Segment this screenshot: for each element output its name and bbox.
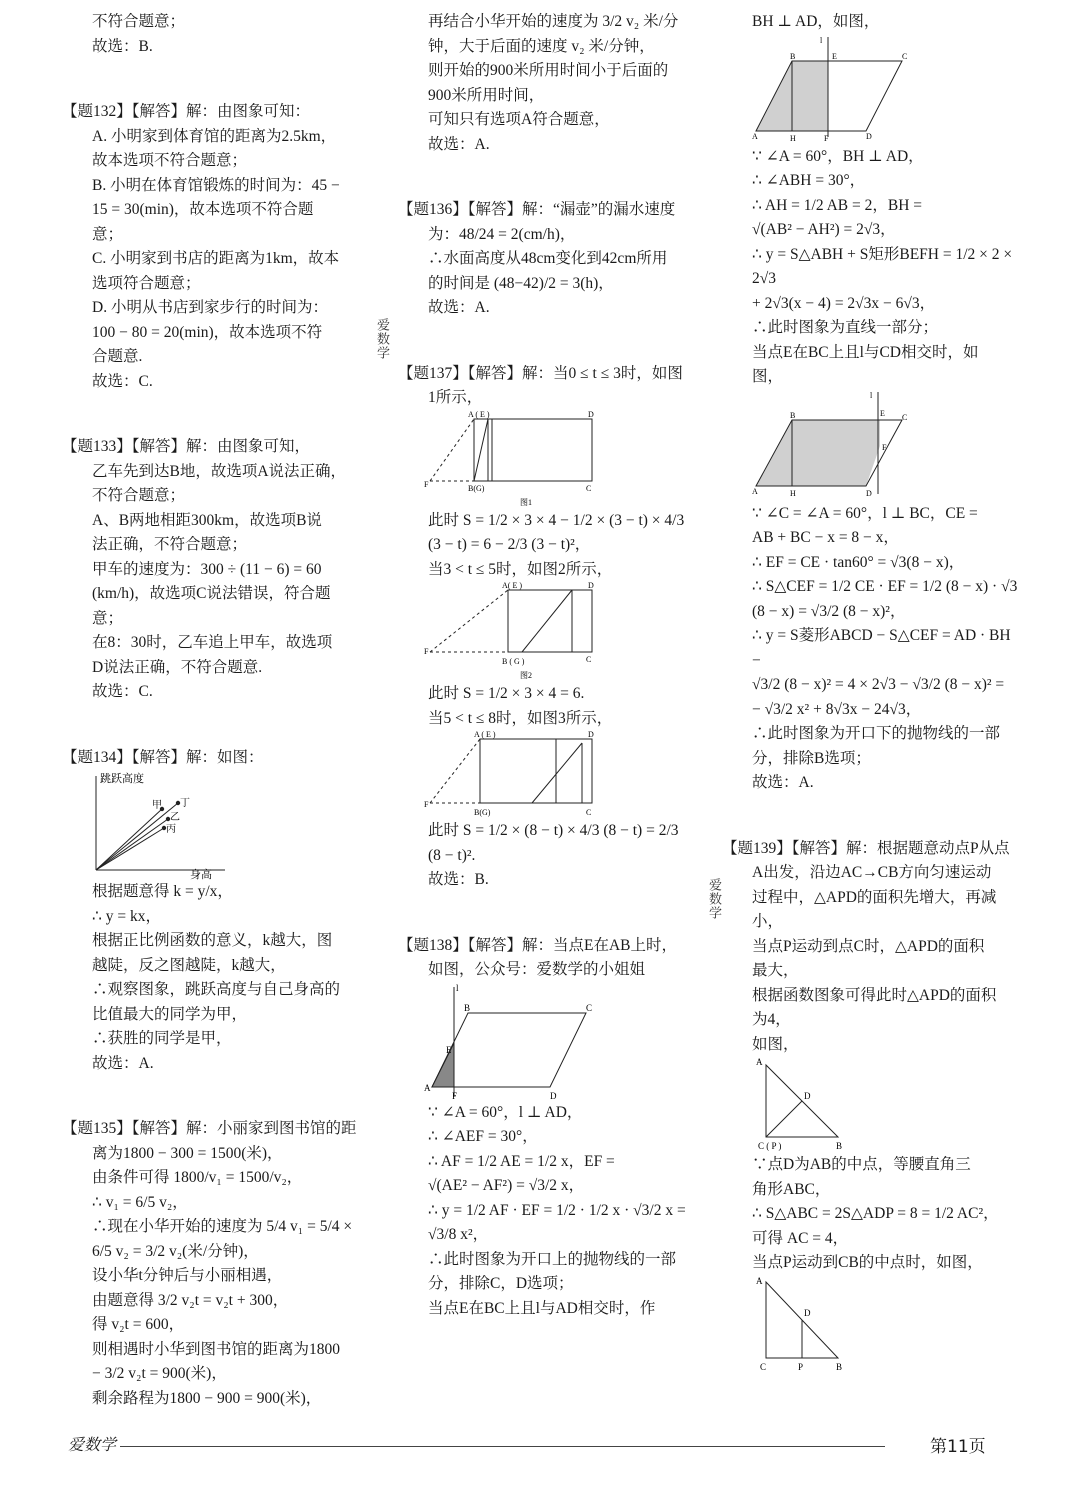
text-line: 越陡，反之图越陡，k越大，	[92, 956, 286, 974]
svg-text:B ( G ): B ( G )	[502, 657, 525, 666]
text-line: √3/8 x²，	[428, 1226, 489, 1243]
text-line: ∴ ∠ABH = 30°，	[752, 172, 866, 189]
text-line: 角形ABC，	[752, 1180, 831, 1198]
svg-text:D: D	[804, 1091, 811, 1101]
text-line: ∴此时图象为开口上的抛物线的一部	[428, 1250, 677, 1268]
text-line: 当点P运动到CB的中点时，如图，	[752, 1254, 983, 1271]
text-line: A、B两地相距300km，故选项B说	[92, 511, 322, 529]
text-line: 当点E在BC上且l与AD相交时，作	[428, 1299, 656, 1317]
text-line: 故选：B.	[428, 871, 489, 888]
text-line	[62, 410, 362, 420]
text-line: ∴ S△CEF = 1/2 CE · EF = 1/2 (8 − x) · √3	[752, 578, 1018, 595]
text-line: ∴ AF = 1/2 AE = 1/2 x，EF =	[428, 1152, 615, 1170]
text-line: ∴ ∠AEF = 30°，	[428, 1128, 538, 1145]
svg-text:B: B	[836, 1361, 843, 1372]
text-line: ∴此时图象为开口下的抛物线的一部	[752, 725, 1001, 742]
text-line: √(AB² − AH²) = 2√3，	[752, 221, 896, 238]
text-line: 分，排除C，D选项；	[428, 1275, 574, 1292]
text-line: 故选：C.	[92, 683, 153, 700]
text-line: ∵ ∠A = 60°，BH ⊥ AD，	[752, 147, 924, 165]
fig2-caption: 图2	[520, 671, 532, 680]
svg-text:l: l	[820, 35, 823, 45]
text-line: 根据函数图象可得此时△APD的面积	[752, 986, 997, 1004]
svg-text:B: B	[790, 410, 796, 420]
text-line: A出发，沿边AC→CB方向匀速运动	[752, 864, 992, 881]
text-line: A. 小明家到体育馆的距离为2.5km，	[92, 127, 337, 145]
column-1	[62, 10, 362, 1411]
col2-text-a	[398, 10, 698, 411]
text-line: ∴现在小华开始的速度为 5/4 v₁ = 5/4 ×	[92, 1218, 353, 1235]
text-line: 最大，	[752, 962, 799, 979]
svg-text:F: F	[882, 442, 887, 452]
svg-text:D: D	[804, 1307, 811, 1318]
svg-text:B(G): B(G)	[468, 483, 485, 493]
svg-text:A( E ): A( E )	[502, 582, 522, 590]
svg-text:A ( E ): A ( E )	[468, 410, 490, 419]
text-line: ∵ ∠C = ∠A = 60°，l ⊥ BC，CE =	[752, 504, 978, 522]
text-line: 【题133】【解答】解：由图象可知，	[62, 438, 311, 455]
svg-text:F: F	[424, 800, 429, 809]
svg-text:D: D	[588, 410, 594, 419]
svg-text:H: H	[790, 133, 796, 143]
svg-text:D: D	[866, 488, 872, 498]
text-line: D. 小明从书店到家步行的时间为：	[92, 299, 328, 316]
text-line: 1所示，	[428, 389, 483, 406]
text-line: 当3 < t ≤ 5时，如图2所示，	[428, 560, 613, 578]
text-line: 根据正比例函数的意义，k越大，图	[92, 932, 333, 949]
text-line: 则开始的900米所用时间小于后面的	[428, 62, 669, 79]
svg-text:B(G): B(G)	[474, 808, 491, 817]
text-line: (km/h)，故选项C说法错误，符合题	[92, 585, 331, 602]
text-line: 故选：C.	[92, 372, 153, 390]
text-line: 在8：30时，乙车追上甲车，故选项	[92, 634, 333, 651]
text-line: ∵ ∠A = 60°，l ⊥ AD，	[428, 1103, 583, 1121]
svg-text:D: D	[866, 131, 872, 141]
svg-text:B: B	[464, 1002, 471, 1013]
text-line: 剩余路程为1800 − 900 = 900(米)，	[92, 1389, 322, 1407]
col3-text-a	[722, 10, 1022, 35]
text-line: ∴ v₁ = 6/5 v₂，	[92, 1193, 188, 1211]
text-line	[62, 75, 362, 85]
text-line: 此时 S = 1/2 × (8 − t) × 4/3 (8 − t) = 2/3	[428, 822, 679, 839]
text-line: 离为1800 − 300 = 1500(米)，	[92, 1144, 283, 1162]
text-line: 为4，	[752, 1011, 791, 1028]
svg-text:F: F	[424, 479, 429, 489]
col1-text-b	[62, 880, 362, 1411]
figure-139-2	[750, 1276, 870, 1372]
fig134-xlabel: 身高	[190, 869, 212, 880]
svg-text:E: E	[880, 408, 885, 418]
text-line: AB + BC − x = 8 − x，	[752, 529, 899, 546]
text-line: 由条件可得 1800/v₁ = 1500/v₂，	[92, 1169, 303, 1186]
col3-text-b	[722, 145, 1022, 390]
svg-text:E: E	[832, 51, 837, 61]
svg-text:C: C	[760, 1361, 767, 1372]
text-line: 故选：A.	[428, 299, 490, 316]
svg-text:F: F	[452, 1090, 458, 1101]
text-line	[398, 336, 698, 346]
col2-text-d	[398, 819, 698, 983]
text-line: 故本选项不符合题意；	[92, 152, 248, 169]
col2-text-b	[398, 509, 698, 583]
text-line: 故选：B.	[92, 37, 153, 55]
figure-138-3	[752, 390, 912, 502]
col2-text-c	[398, 682, 698, 731]
text-line: ∴ y = S菱形ABCD − S△CEF = AD · BH −	[752, 627, 1011, 669]
text-line: (8 − t)².	[428, 846, 476, 864]
svg-text:D: D	[550, 1090, 557, 1101]
text-line: 故选：A.	[92, 1054, 154, 1072]
svg-text:H: H	[790, 488, 796, 498]
text-line: 15 = 30(min)，故本选项不符合题	[92, 201, 314, 218]
svg-text:C: C	[902, 412, 908, 422]
text-line: 钟，大于后面的速度 v₂ 米/分钟，	[428, 37, 655, 55]
fig134-ylabel: 跳跃高度	[100, 773, 144, 785]
text-line: BH ⊥ AD，如图，	[752, 13, 880, 30]
text-line: 图，	[752, 368, 784, 385]
text-line	[398, 908, 698, 918]
fig134-label-bing: 丙	[166, 824, 176, 835]
footer-logo: 爱数学	[68, 1437, 117, 1454]
text-line: 当点E在BC上且l与CD相交时，如	[752, 343, 979, 361]
text-line: 再结合小华开始的速度为 3/2 v₂ 米/分	[428, 13, 679, 30]
svg-text:P: P	[798, 1361, 804, 1372]
text-line	[722, 811, 1022, 821]
side-watermark-2: 爱数学	[706, 878, 721, 920]
text-line: ∴观察图象，跳跃高度与自己身高的	[92, 981, 341, 998]
text-line: 6/5 v₂ = 3/2 v₂(米/分钟)，	[92, 1242, 259, 1260]
text-line: ∴ y = S△ABH + S矩形BEFH = 1/2 × 2 × 2√3	[752, 245, 1013, 287]
svg-text:A: A	[424, 1082, 431, 1093]
svg-text:C: C	[586, 483, 592, 493]
svg-text:l: l	[870, 390, 873, 400]
text-line: 【题139】【解答】解：根据题意动点P从点	[722, 839, 1010, 857]
text-line: 乙车先到达B地，故选项A说法正确，	[92, 462, 347, 480]
col3-text-d	[722, 1153, 1022, 1276]
text-line: 为：48/24 = 2(cm/h)，	[428, 225, 576, 243]
fig134-label-ding: 丁	[180, 798, 190, 809]
text-line: 可得 AC = 4，	[752, 1229, 849, 1247]
text-line: 根据题意得 k = y/x，	[92, 883, 233, 900]
figure-138-2	[752, 35, 912, 145]
text-line	[62, 1092, 362, 1102]
text-line: 则相遇时小华到图书馆的距离为1800	[92, 1340, 341, 1358]
text-line: ∵点D为AB的中点，等腰直角三	[752, 1156, 971, 1173]
svg-text:A: A	[756, 1275, 763, 1286]
text-line: 【题134】【解答】解：如图：	[62, 748, 264, 766]
svg-text:A ( E ): A ( E )	[474, 731, 496, 739]
text-line	[398, 173, 698, 183]
text-line: 意；	[92, 609, 124, 627]
text-line: 由题意得 3/2 v₂t = v₂t + 300，	[92, 1291, 289, 1309]
text-line: + 2√3(x − 4) = 2√3x − 6√3，	[752, 294, 936, 312]
text-line: 此时 S = 1/2 × 3 × 4 − 1/2 × (3 − t) × 4/3	[428, 511, 685, 529]
text-line: 甲车的速度为：300 ÷ (11 − 6) = 60	[92, 560, 322, 578]
svg-text:A: A	[752, 131, 758, 141]
col3-text-c	[722, 502, 1022, 1058]
text-line: 法正确，不符合题意；	[92, 536, 248, 553]
text-line: 如图，	[752, 1035, 799, 1053]
svg-text:D: D	[588, 731, 594, 739]
text-line: 故选：A.	[428, 135, 490, 153]
text-line: 得 v₂t = 600，	[92, 1316, 185, 1333]
figure-137-2	[422, 582, 602, 682]
fig134-label-jia: 甲	[152, 800, 162, 811]
text-line: 意；	[92, 225, 124, 243]
text-line: ∴ S△ABC = 2S△ADP = 8 = 1/2 AC²，	[752, 1205, 999, 1222]
svg-text:B: B	[836, 1141, 843, 1151]
svg-text:C: C	[586, 1002, 593, 1013]
text-line: C. 小明家到书店的距离为1km，故本	[92, 250, 340, 267]
text-line: ∴ AH = 1/2 AB = 2，BH =	[752, 196, 923, 214]
text-line: √3/2 (8 − x)² = 4 × 2√3 − √3/2 (8 − x)² =	[752, 676, 1005, 693]
text-line: 比值最大的同学为甲，	[92, 1005, 248, 1023]
footer-divider	[120, 1446, 885, 1447]
fig134-label-yi: 乙	[170, 812, 180, 823]
text-line: 【题138】【解答】解：当点E在AB上时，	[398, 936, 678, 954]
col1-text-a	[62, 10, 362, 770]
svg-text:B: B	[790, 51, 796, 61]
column-3	[722, 10, 1022, 1372]
text-line: 分，排除B选项；	[752, 749, 871, 767]
svg-text:D: D	[588, 582, 594, 590]
text-line: ∴获胜的同学是甲，	[92, 1030, 232, 1047]
svg-text:E: E	[446, 1044, 452, 1055]
text-line: 【题136】【解答】解：“漏壶”的漏水速度	[398, 201, 676, 218]
text-line: 此时 S = 1/2 × 3 × 4 = 6.	[428, 685, 585, 702]
svg-text:F: F	[824, 133, 829, 143]
text-line: 故选：A.	[752, 774, 814, 791]
text-line: 选项符合题意；	[92, 274, 201, 292]
text-line: 合题意.	[92, 348, 143, 365]
svg-text:C ( P ): C ( P )	[758, 1141, 782, 1151]
text-line: (3 − t) = 6 − 2/3 (3 − t)²，	[428, 536, 591, 553]
text-line: 当5 < t ≤ 8时，如图3所示，	[428, 709, 613, 727]
text-line: 可知只有选项A符合题意，	[428, 111, 610, 128]
text-line: 如图，公众号：爱数学的小姐姐	[428, 961, 646, 978]
text-line: 【题137】【解答】解：当0 ≤ t ≤ 3时，如图	[398, 364, 683, 382]
figure-139-1	[750, 1057, 870, 1153]
svg-text:l: l	[456, 982, 459, 993]
text-line: 900米所用时间，	[428, 86, 545, 104]
text-line: − √3/2 x² + 8√3x − 24√3，	[752, 700, 922, 718]
text-line: 不符合题意；	[92, 487, 186, 504]
svg-text:A: A	[752, 486, 758, 496]
svg-text:C: C	[586, 808, 592, 817]
text-line: √(AE² − AF²) = √3/2 x，	[428, 1177, 585, 1194]
text-line: B. 小明在体育馆锻炼的时间为：45 −	[92, 176, 340, 194]
page-number: 第11页	[930, 1437, 986, 1457]
text-line: ∴ y = kx，	[92, 907, 161, 925]
text-line: 当点P运动到点C时，△APD的面积	[752, 937, 985, 955]
fig1-caption: 图1	[520, 497, 532, 507]
text-line: 的时间是 (48−42)/2 = 3(h)，	[428, 274, 614, 292]
svg-text:F: F	[424, 647, 429, 656]
text-line: ∴此时图象为直线一部分；	[752, 319, 939, 336]
figure-138-1	[422, 983, 602, 1101]
figure-137-3	[422, 731, 602, 819]
text-line: 过程中，△APD的面积先增大，再减	[752, 888, 997, 906]
text-line	[62, 720, 362, 730]
text-line: ∴ EF = CE · tan60° = √3(8 − x)，	[752, 553, 965, 571]
text-line: D说法正确，不符合题意.	[92, 658, 263, 676]
figure-134	[90, 770, 230, 880]
text-line: 【题135】【解答】解：小丽家到图书馆的距	[62, 1120, 357, 1137]
col2-text-e	[398, 1101, 698, 1322]
text-line: 不符合题意；	[92, 13, 186, 30]
text-line: ∴ y = 1/2 AF · EF = 1/2 · 1/2 x · √3/2 x =	[428, 1201, 686, 1219]
text-line: ∴水面高度从48cm变化到42cm所用	[428, 250, 668, 267]
text-line: 设小华t分钟后与小丽相遇，	[92, 1267, 283, 1284]
text-line: 100 − 80 = 20(min)，故本选项不符	[92, 323, 323, 341]
text-line: 【题132】【解答】解：由图象可知：	[62, 103, 311, 120]
svg-text:C: C	[902, 51, 908, 61]
text-line: (8 − x) = √3/2 (8 − x)²，	[752, 602, 906, 620]
svg-text:A: A	[756, 1057, 763, 1067]
text-line: − 3/2 v₂t = 900(米)，	[92, 1365, 227, 1382]
text-line: 小，	[752, 913, 784, 930]
column-2	[398, 10, 698, 1321]
svg-text:C: C	[586, 655, 592, 664]
side-watermark-1: 爱数学	[374, 318, 389, 360]
figure-137-1	[422, 411, 602, 509]
